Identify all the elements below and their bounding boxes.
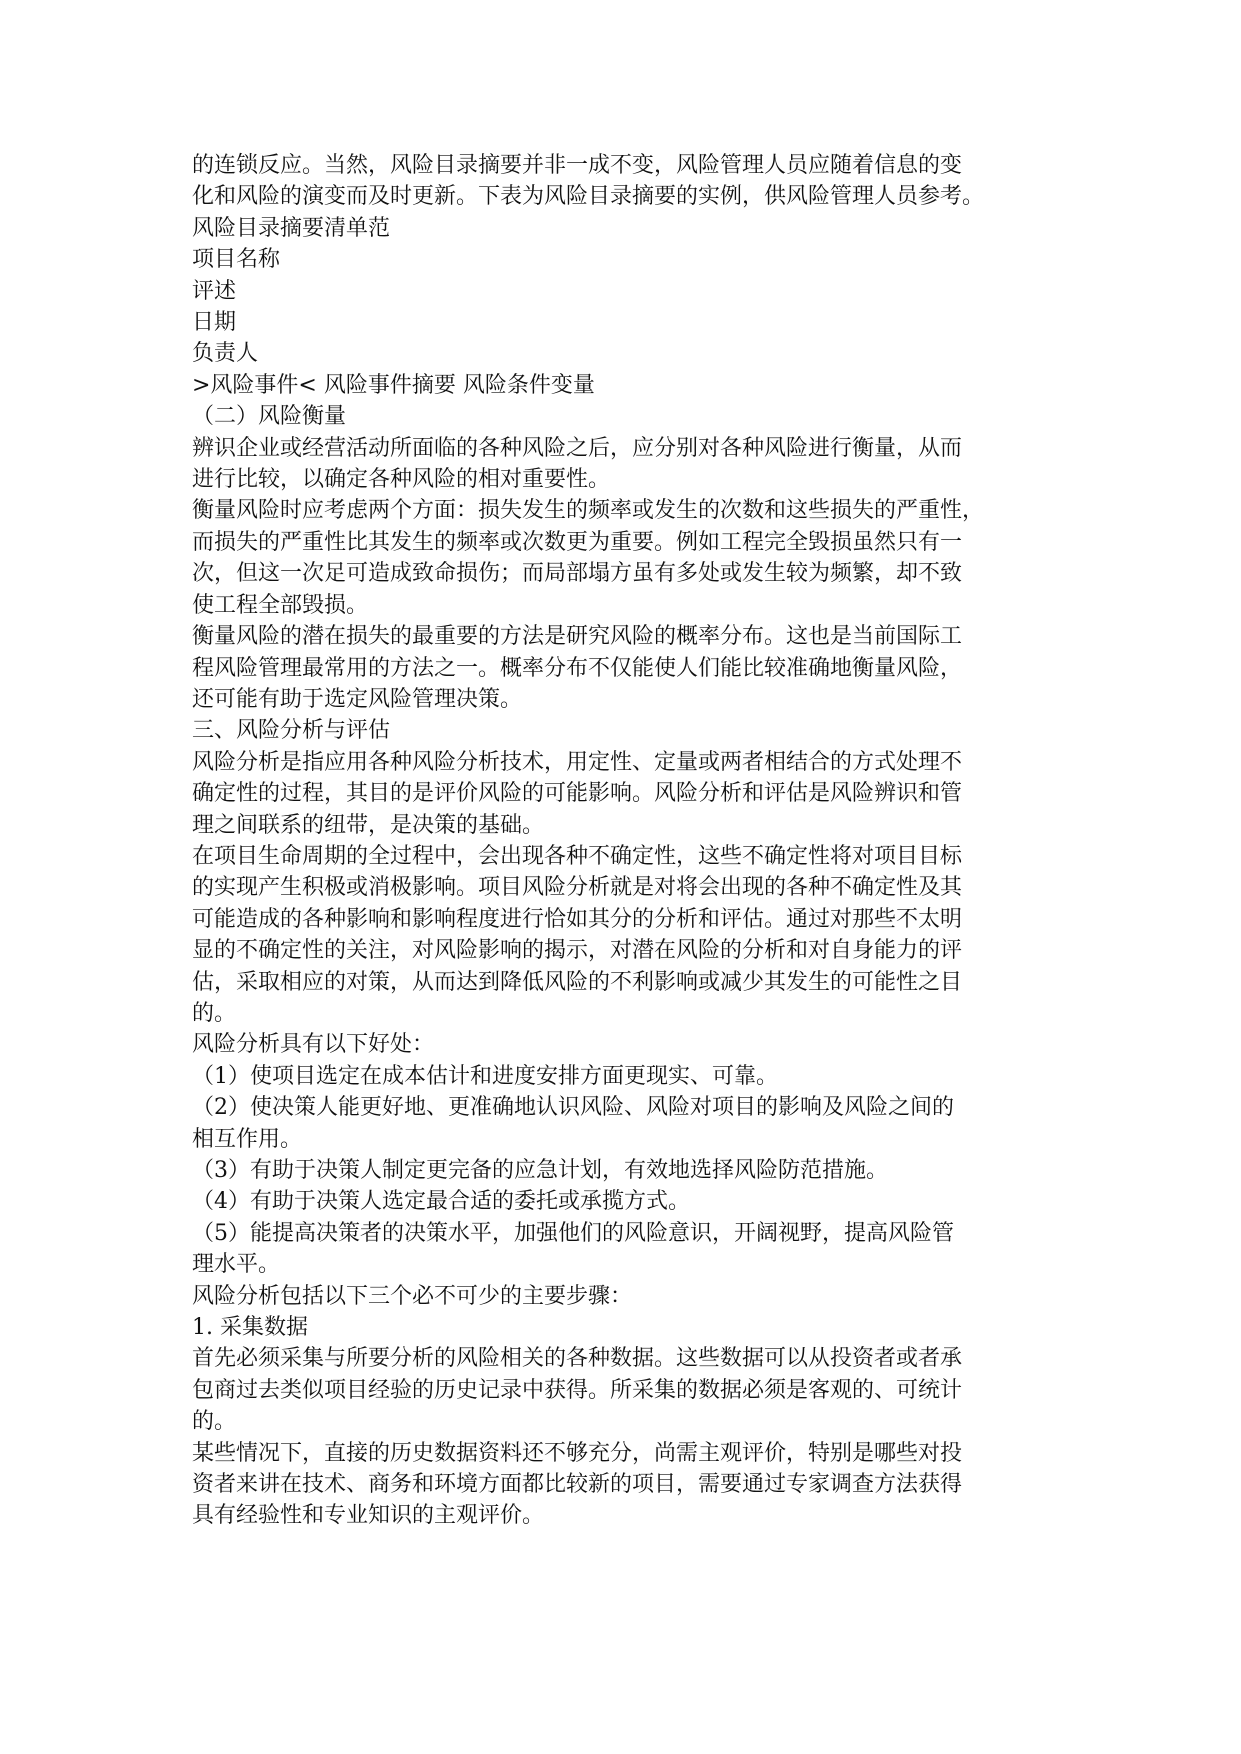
list-item: 相互作用。: [192, 1126, 303, 1152]
table-header-row: >风险事件< 风险事件摘要 风险条件变量: [192, 372, 595, 398]
table-field-comment: 评述: [192, 278, 237, 304]
text-line: 风险分析包括以下三个必不可少的主要步骤：: [192, 1283, 633, 1309]
text-line: 确定性的过程，其目的是评价风险的可能影响。风险分析和评估是风险辨识和管: [192, 781, 963, 807]
text-line: 具有经验性和专业知识的主观评价。: [192, 1503, 545, 1529]
text-line: 显的不确定性的关注，对风险影响的揭示，对潜在风险的分析和对自身能力的评: [192, 938, 963, 964]
table-field-date: 日期: [192, 310, 237, 336]
subsection-heading: 1. 采集数据: [192, 1315, 308, 1341]
text-line: 的连锁反应。当然，风险目录摘要并非一成不变，风险管理人员应随着信息的变: [192, 153, 963, 178]
text-line: 程风险管理最常用的方法之一。概率分布不仅能使人们能比较准确地衡量风险，: [192, 655, 963, 681]
text-line: 次，但这一次足可造成致命损伤；而局部塌方虽有多处或发生较为频繁，却不致: [192, 561, 963, 587]
list-item: （4）有助于决策人选定最合适的委托或承揽方式。: [192, 1189, 690, 1215]
document-page: [192, 150, 1052, 1532]
text-line: 衡量风险时应考虑两个方面：损失发生的频率或发生的次数和这些损失的严重性，: [192, 498, 985, 524]
table-title: 风险目录摘要清单范: [192, 215, 391, 241]
list-item: （2）使决策人能更好地、更准确地认识风险、风险对项目的影响及风险之间的: [192, 1095, 954, 1121]
text-line: 的实现产生积极或消极影响。项目风险分析就是对将会出现的各种不确定性及其: [192, 875, 963, 901]
text-line: 在项目生命周期的全过程中，会出现各种不确定性，这些不确定性将对项目目标: [192, 843, 963, 869]
text-line: 的。: [192, 1000, 237, 1026]
list-item: （3）有助于决策人制定更完备的应急计划，有效地选择风险防范措施。: [192, 1158, 888, 1183]
table-field-project-name: 项目名称: [192, 247, 281, 273]
text-line: 的。: [192, 1409, 237, 1435]
text-line: 理之间联系的纽带，是决策的基础。: [192, 812, 545, 838]
section-heading: （二）风险衡量: [192, 404, 347, 430]
list-item: （1）使项目选定在成本估计和进度安排方面更现实、可靠。: [192, 1063, 778, 1089]
list-item: （5）能提高决策者的决策水平，加强他们的风险意识，开阔视野，提高风险管: [192, 1220, 954, 1246]
text-line: 包商过去类似项目经验的历史记录中获得。所采集的数据必须是客观的、可统计: [192, 1377, 963, 1403]
text-line: 估，采取相应的对策，从而达到降低风险的不利影响或减少其发生的可能性之目: [192, 969, 963, 995]
text-line: 而损失的严重性比其发生的频率或次数更为重要。例如工程完全毁损虽然只有一: [192, 529, 963, 555]
table-field-owner: 负责人: [192, 341, 259, 367]
text-line: 风险分析是指应用各种风险分析技术，用定性、定量或两者相结合的方式处理不: [192, 749, 963, 775]
text-line: 进行比较，以确定各种风险的相对重要性。: [192, 467, 611, 493]
text-line: 可能造成的各种影响和影响程度进行恰如其分的分析和评估。通过对那些不太明: [192, 906, 963, 932]
text-line: 辨识企业或经营活动所面临的各种风险之后，应分别对各种风险进行衡量，从而: [192, 435, 963, 461]
list-item: 理水平。: [192, 1252, 281, 1278]
text-line: 风险分析具有以下好处：: [192, 1032, 435, 1058]
text-line: 首先必须采集与所要分析的风险相关的各种数据。这些数据可以从投资者或者承: [192, 1346, 963, 1372]
text-line: 使工程全部毁损。: [192, 592, 369, 618]
text-line: 某些情况下，直接的历史数据资料还不够充分，尚需主观评价，特别是哪些对投: [192, 1440, 963, 1466]
section-heading: 三、风险分析与评估: [192, 718, 391, 744]
text-line: 还可能有助于选定风险管理决策。: [192, 686, 523, 712]
text-line: 衡量风险的潜在损失的最重要的方法是研究风险的概率分布。这也是当前国际工: [192, 624, 963, 650]
text-line: 资者来讲在技术、商务和环境方面都比较新的项目，需要通过专家调查方法获得: [192, 1472, 963, 1498]
text-line: 化和风险的演变而及时更新。下表为风险目录摘要的实例，供风险管理人员参考。: [192, 184, 985, 210]
